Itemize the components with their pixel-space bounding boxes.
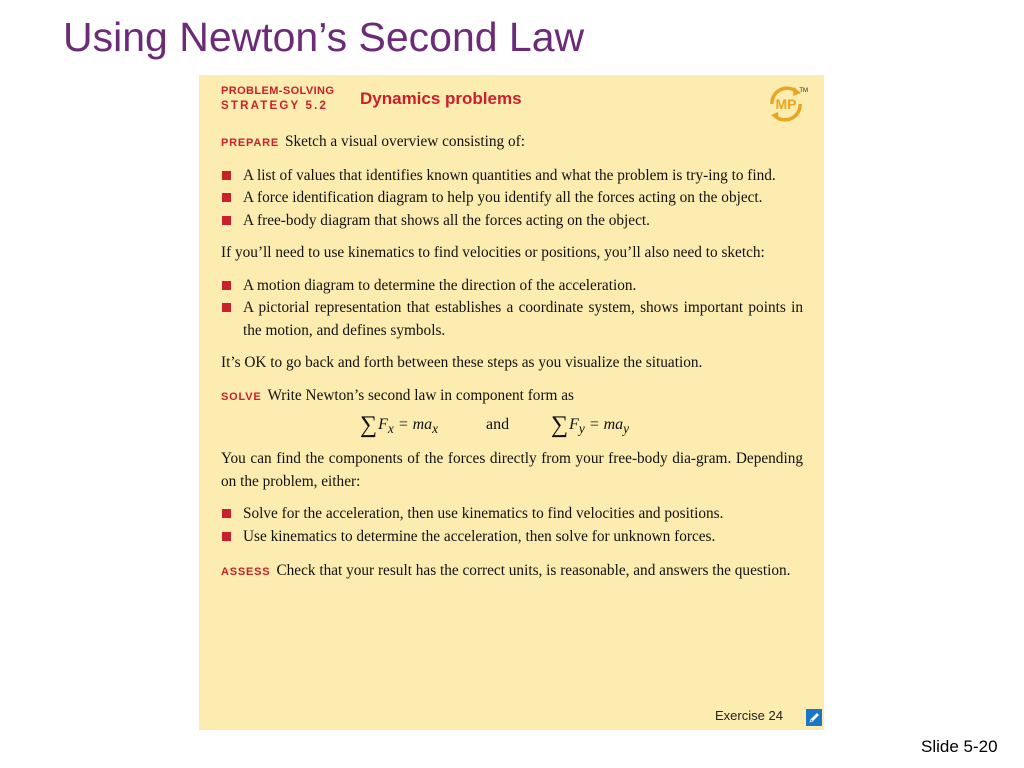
- slide-number: Slide 5-20: [921, 737, 998, 756]
- sigma-symbol: ∑: [360, 412, 378, 438]
- square-bullet-icon: [222, 171, 231, 180]
- eq-x-sub: x: [387, 421, 394, 437]
- solve-paragraph: [221, 385, 803, 409]
- square-bullet-icon: [222, 509, 231, 518]
- kinematics-paragraph: If you’ll need to use kinematics to find velocities or positions, you’ll also need to sketch:: [221, 244, 765, 261]
- eq-y-rhs: = ma: [584, 416, 624, 433]
- equation-y: [551, 414, 629, 441]
- square-bullet-icon: [222, 532, 231, 541]
- square-bullet-icon: [222, 303, 231, 312]
- list-item-text: A list of values that identifies known quantities and what the problem is try-ing to find.: [243, 166, 776, 184]
- strategy-content: [221, 131, 803, 584]
- exercise-reference: Exercise 24: [715, 708, 783, 723]
- mastering-physics-logo-icon: [766, 84, 810, 124]
- list-item: [221, 297, 803, 342]
- list-item: [221, 526, 803, 549]
- components-paragraph: You can find the components of the forces directly from your free-body dia-gram. Depending on the problem, either:: [221, 450, 803, 490]
- list-item: [221, 187, 803, 210]
- assess-label: ASSESS: [221, 566, 271, 578]
- list-item-text: Solve for the acceleration, then use kinematics to find velocities and positions.: [243, 505, 724, 522]
- list-item: [221, 503, 803, 526]
- square-bullet-icon: [222, 193, 231, 202]
- slide-title: Using Newton’s Second Law: [63, 14, 585, 60]
- eq-y-sub: y: [578, 421, 585, 437]
- solve-list: [221, 503, 803, 548]
- newton-equations: [221, 408, 803, 448]
- list-item: [221, 165, 803, 188]
- prepare-label: PREPARE: [221, 137, 279, 149]
- strategy-label-line1: PROBLEM-SOLVING: [221, 85, 335, 97]
- square-bullet-icon: [222, 281, 231, 290]
- eq-x-eq: [394, 416, 432, 433]
- eq-y-sub2: y: [623, 421, 630, 437]
- solve-intro: Write Newton’s second law in component form as: [267, 386, 575, 404]
- eq-y-f: F: [569, 416, 579, 433]
- sigma-symbol: ∑: [551, 412, 569, 438]
- square-bullet-icon: [222, 216, 231, 225]
- list-item-text: A motion diagram to determine the direction of the acceleration.: [243, 276, 637, 294]
- strategy-heading: Dynamics problems: [360, 89, 522, 108]
- prepare-intro: Sketch a visual overview consisting of:: [284, 133, 525, 150]
- prepare-paragraph: [221, 131, 803, 155]
- list-item-text: A pictorial representation that establishes a coordinate system, shows important points in the motion, and defines symbols.: [243, 299, 803, 339]
- strategy-label: [221, 84, 334, 114]
- assess-paragraph: [221, 560, 803, 584]
- solve-label: SOLVE: [221, 390, 262, 403]
- eq-x-sub2: x: [432, 421, 439, 437]
- logo-tm: TM: [799, 88, 808, 94]
- logo-text: MP: [775, 96, 797, 112]
- prepare-list: [221, 165, 803, 233]
- list-item-text: Use kinematics to determine the acceleration, then solve for unknown forces.: [243, 527, 716, 545]
- eq-x-rhs: = ma: [393, 416, 433, 433]
- eq-x-f: F: [378, 416, 388, 433]
- equation-and: and: [486, 416, 510, 433]
- list-item-text: A free-body diagram that shows all the forces acting on the object.: [243, 211, 650, 229]
- assess-text: Check that your result has the correct units, is reasonable, and answers the question.: [276, 562, 791, 579]
- pencil-icon[interactable]: [806, 709, 822, 726]
- list-item: [221, 275, 803, 298]
- strategy-box: [199, 75, 824, 730]
- list-item-text: A force identification diagram to help you identify all the forces acting on the object.: [243, 189, 763, 206]
- ok-paragraph: It’s OK to go back and forth between these steps as you visualize the situation.: [221, 354, 703, 371]
- kinematics-list: [221, 275, 803, 343]
- strategy-label-line2: STRATEGY 5.2: [221, 100, 329, 112]
- list-item: [221, 210, 803, 233]
- equation-x: [360, 414, 438, 441]
